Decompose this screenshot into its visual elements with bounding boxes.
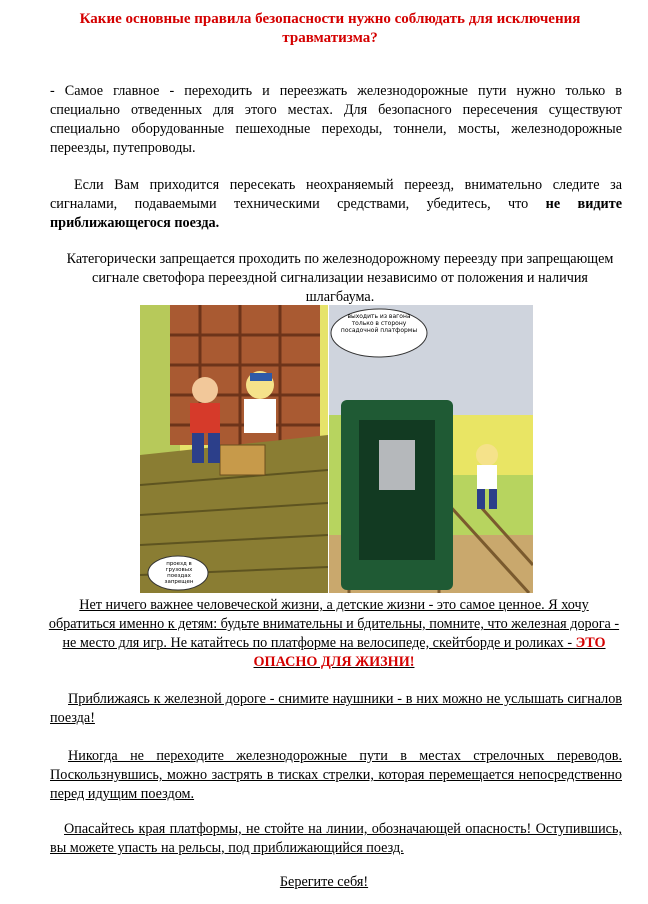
rule-paragraph-headphones: Приближаясь к железной дороге - снимите наушники - в них можно не услышать сигналов поезда! — [50, 691, 622, 726]
left-speech-bubble: проезд в грузовых поездах запрещен — [164, 561, 194, 585]
rule-paragraph-signal: Категорически запрещается проходить по железнодорожному переезду при запрещающем сигнале светофора переездной сигнализации независимо от положения и наличия шлагбаума. — [66, 251, 614, 305]
rule-paragraph-children — [48, 596, 620, 672]
illustration-passenger-wagon — [329, 305, 533, 593]
rule-paragraph-platform-edge: Опасайтесь края платформы, не стойте на линии, обозначающей опасность! Оступившись, вы можете упасть на рельсы, под приближающийся поезд. — [50, 821, 622, 856]
rule-text: Нет ничего важнее человеческой жизни, а детские жизни - это самое ценное. Я хочу обратиться именно к детям: будьте внимательны и бдительны, помните, что железная дорога - не место для игр. Не катайтесь по платформе на велосипеде, скейтборде и роликах - — [48, 597, 620, 651]
right-speech-bubble: выходить из вагона только в сторону посадочной платформы — [340, 313, 418, 334]
rule-paragraph-crossing-places: - Самое главное - переходить и переезжать железнодорожные пути нужно только в специально отведенных для этого местах. Для безопасного пересечения существуют специально оборудованные пешеходные переходы, тоннели, мосты, железнодорожные переезды, путепроводы. — [50, 83, 622, 156]
rule-paragraph-switches: Никогда не переходите железнодорожные пути в местах стрелочных переводов. Поскользнувшись, можно застрять в тисках стрелки, которая перемещается непосредственно перед идущим поездом. — [50, 748, 622, 802]
rule-paragraph-unguarded-crossing — [50, 176, 622, 233]
rule-text: Если Вам приходится пересекать неохраняемый переезд, внимательно следите за сигналами, подаваемыми техническими средствами, убедитесь, что — [50, 177, 622, 212]
closing-line: Берегите себя! — [279, 874, 369, 890]
rule-text-bold: не видите приближающегося поезда. — [50, 196, 622, 231]
illustration-freight-wagon — [140, 305, 328, 593]
danger-warning: ЭТО ОПАСНО ДЛЯ ЖИЗНИ! — [253, 635, 606, 670]
page-title: Какие основные правила безопасности нужно соблюдать для исключения травматизма? — [79, 11, 581, 46]
